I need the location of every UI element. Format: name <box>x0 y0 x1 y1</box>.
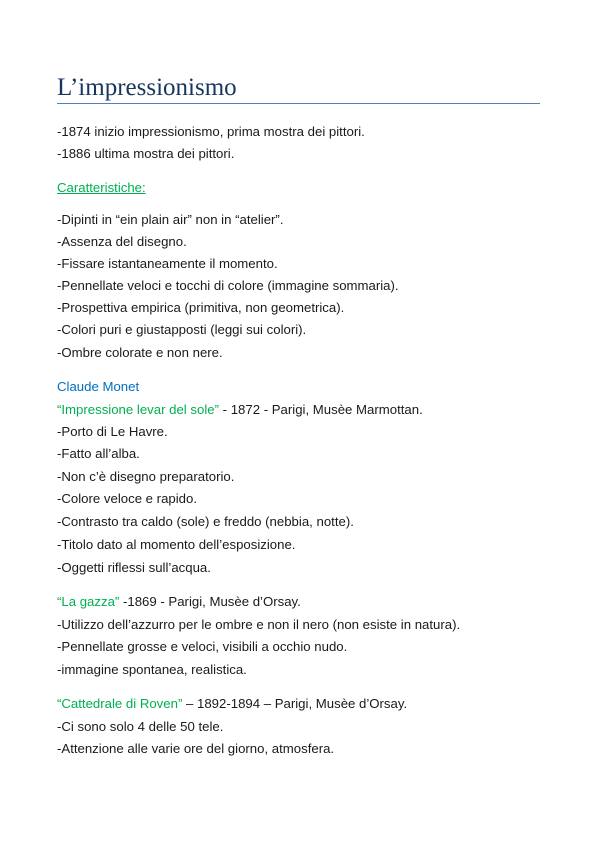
artwork-info: -1869 - Parigi, Musèe d’Orsay. <box>119 594 301 609</box>
artwork-title: “Impressione levar del sole” <box>57 402 219 417</box>
title-underline-rule <box>57 103 540 104</box>
list-item: -Fissare istantaneamente il momento. <box>57 256 278 271</box>
list-item: -Oggetti riflessi sull’acqua. <box>57 560 211 575</box>
caratteristiche-heading: Caratteristiche: <box>57 180 146 195</box>
list-item: -Ombre colorate e non nere. <box>57 345 223 360</box>
artwork-info: – 1892-1894 – Parigi, Musèe d’Orsay. <box>182 696 408 711</box>
artwork-heading <box>57 695 407 713</box>
list-item: -Titolo dato al momento dell’esposizione. <box>57 537 296 552</box>
list-item: -Contrasto tra caldo (sole) e freddo (nebbia, notte). <box>57 514 354 529</box>
artwork-title: “La gazza” <box>57 594 120 609</box>
artist-heading: Claude Monet <box>57 379 140 394</box>
list-item: -Fatto all’alba. <box>57 446 140 461</box>
list-item: -Non c’è disegno preparatorio. <box>57 469 235 484</box>
list-item: -Pennellate veloci e tocchi di colore (immagine sommaria). <box>57 278 399 293</box>
artwork-heading <box>57 401 423 419</box>
list-item: -Porto di Le Havre. <box>57 424 168 439</box>
list-item: -Colore veloce e rapido. <box>57 491 198 506</box>
artwork-heading <box>57 593 301 611</box>
intro-line: -1874 inizio impressionismo, prima mostra dei pittori. <box>57 124 365 139</box>
list-item: -immagine spontanea, realistica. <box>57 662 247 677</box>
list-item: -Colori puri e giustapposti (leggi sui colori). <box>57 322 307 337</box>
artwork-title: “Cattedrale di Roven” <box>57 696 183 711</box>
list-item: -Prospettiva empirica (primitiva, non geometrica). <box>57 300 345 315</box>
list-item: -Utilizzo dell’azzurro per le ombre e non il nero (non esiste in natura). <box>57 617 461 632</box>
list-item: -Pennellate grosse e veloci, visibili a occhio nudo. <box>57 639 348 654</box>
list-item: -Dipinti in “ein plain air” non in “atelier”. <box>57 212 284 227</box>
intro-line: -1886 ultima mostra dei pittori. <box>57 146 235 161</box>
list-item: -Assenza del disegno. <box>57 234 187 249</box>
artwork-info: - 1872 - Parigi, Musèe Marmottan. <box>218 402 423 417</box>
list-item: -Attenzione alle varie ore del giorno, atmosfera. <box>57 741 335 756</box>
page-title: L’impressionismo <box>57 74 237 101</box>
list-item: -Ci sono solo 4 delle 50 tele. <box>57 719 224 734</box>
